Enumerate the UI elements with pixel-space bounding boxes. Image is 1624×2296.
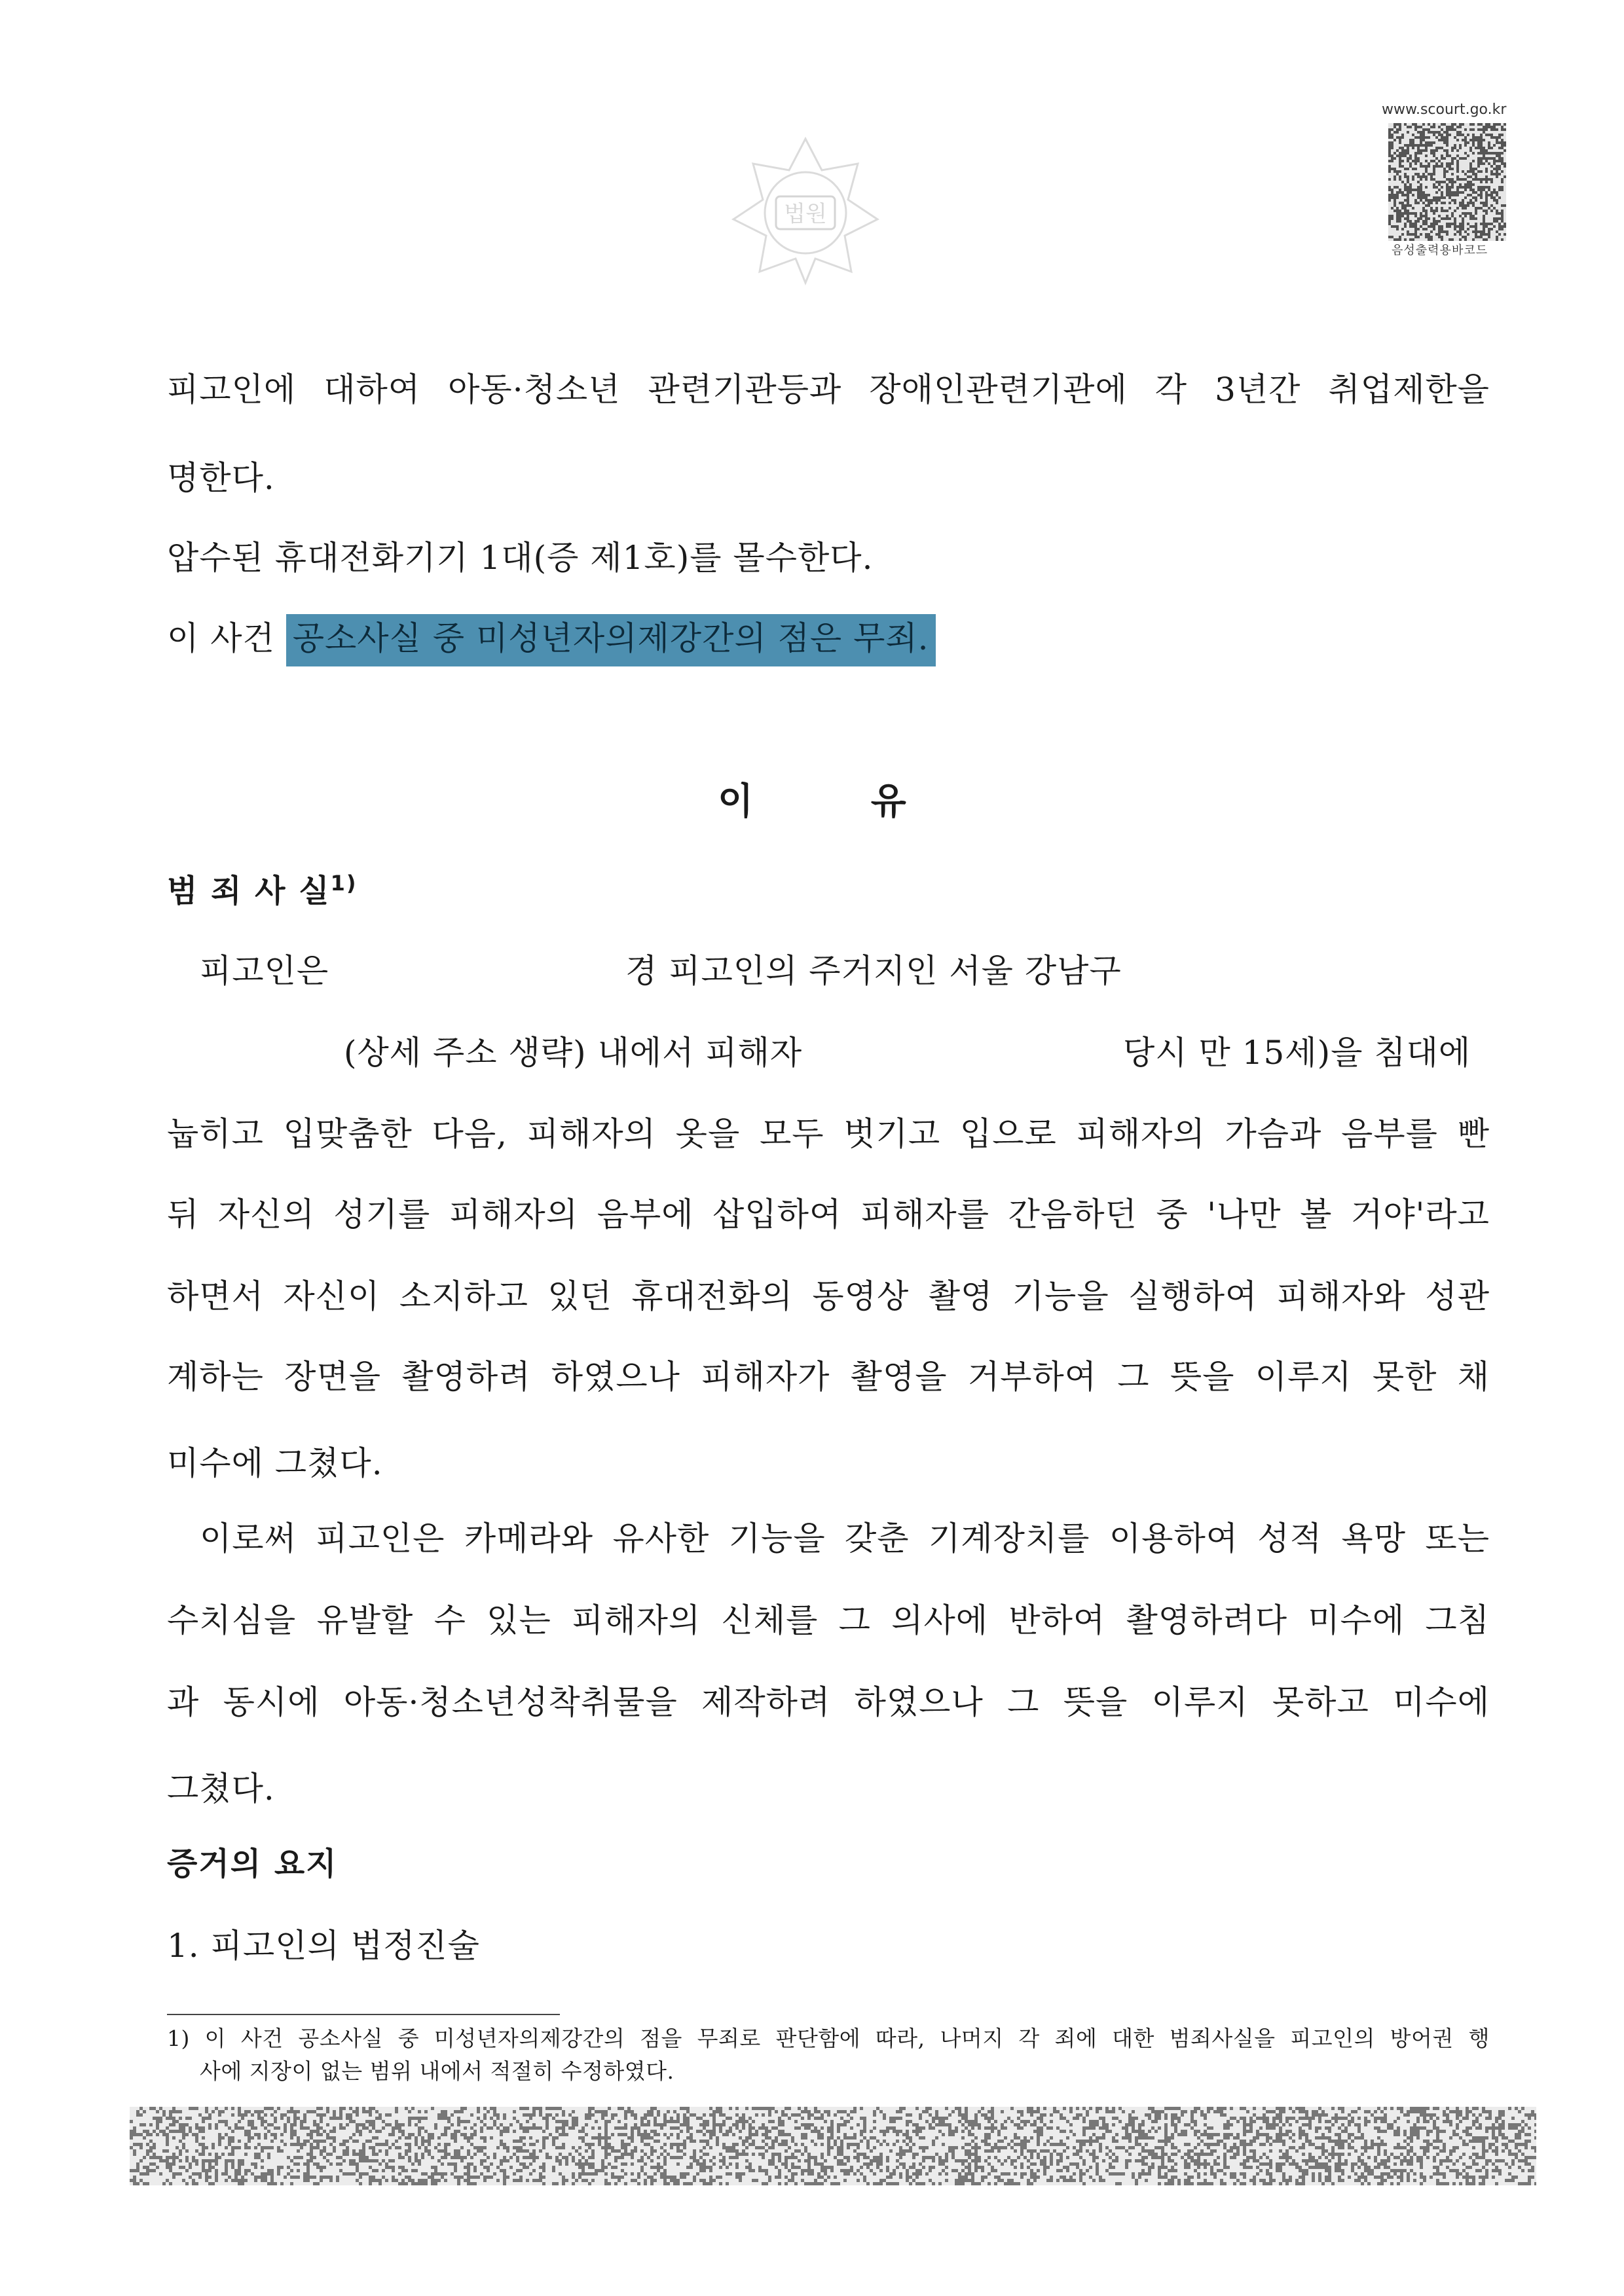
qr-caption: 음성출력용바코드 <box>1392 244 1488 257</box>
evidence-item-1: 1. 피고인의 법정진술 <box>167 1927 480 1965</box>
crime-facts-line-2b: 당시 만 15세)을 침대에 <box>1123 1034 1471 1072</box>
crime-facts-line-2a: (상세 주소 생략) 내에서 피해자 <box>344 1034 803 1072</box>
footnote-divider <box>167 2014 560 2015</box>
reason-heading: 이 유 <box>718 780 906 823</box>
document-barcode-icon <box>130 2107 1536 2185</box>
crime-facts-line-4: 뒤 자신의 성기를 피해자의 음부에 삽입하여 피해자를 간음하던 중 '나만 볼 거야'라고 <box>167 1195 1490 1233</box>
crime-facts-title: 범 죄 사 실$^{1)}$ <box>167 871 358 909</box>
highlighted-acquittal-text: 공소사실 중 미성년자의제강간의 점은 무죄. <box>286 614 936 666</box>
crime-facts-para2-line-4: 그쳤다. <box>167 1770 275 1808</box>
crime-facts-para2-line-2: 수치심을 유발할 수 있는 피해자의 신체를 그 의사에 반하여 촬영하려다 미수에 그침 <box>167 1601 1490 1639</box>
order-line-4-prefix: 이 사건 <box>167 619 275 657</box>
crime-facts-line-5: 하면서 자신이 소지하고 있던 휴대전화의 동영상 촬영 기능을 실행하여 피해자와 성관 <box>167 1277 1490 1315</box>
crime-facts-para2-line-3: 과 동시에 아동·청소년성착취물을 제작하려 하였으나 그 뜻을 이루지 못하고 미수에 <box>167 1683 1490 1721</box>
order-line-3: 압수된 휴대전화기기 1대(증 제1호)를 몰수한다. <box>167 539 874 577</box>
court-seal-icon <box>727 131 884 288</box>
crime-facts-line-3: 눕히고 입맞춤한 다음, 피해자의 옷을 모두 벗기고 입으로 피해자의 가슴과 음부를 빤 <box>167 1115 1490 1153</box>
crime-facts-para2-line-1: 이로써 피고인은 카메라와 유사한 기능을 갖춘 기계장치를 이용하여 성적 욕망 또는 <box>200 1520 1490 1558</box>
crime-facts-line-1a: 피고인은 <box>200 952 329 990</box>
seal-text: 법원 <box>784 201 827 227</box>
order-line-4 <box>167 612 936 659</box>
footnote-ref: 1) <box>330 871 358 896</box>
crime-facts-line-6: 계하는 장면을 촬영하려 하였으나 피해자가 촬영을 거부하여 그 뜻을 이루지 못한 채 <box>167 1358 1490 1396</box>
order-line-2: 명한다. <box>167 459 275 497</box>
order-line-1: 피고인에 대하여 아동·청소년 관련기관등과 장애인관련기관에 각 3년간 취업제한을 <box>167 371 1490 409</box>
evidence-title: 증거의 요지 <box>167 1846 338 1882</box>
crime-facts-line-7: 미수에 그쳤다. <box>167 1444 383 1482</box>
qr-code-icon <box>1388 123 1506 241</box>
footnote-line-1: 1) 이 사건 공소사실 중 미성년자의제강간의 점을 무죄로 판단함에 따라, 나머지 각 죄에 대한 범죄사실을 피고인의 방어권 행 <box>167 2026 1490 2051</box>
crime-facts-line-1b: 경 피고인의 주거지인 서울 강남구 <box>625 952 1122 990</box>
footnote-line-2: 사에 지장이 없는 범위 내에서 적절히 수정하였다. <box>200 2058 674 2084</box>
court-website-url: www.scourt.go.kr <box>1382 101 1507 118</box>
